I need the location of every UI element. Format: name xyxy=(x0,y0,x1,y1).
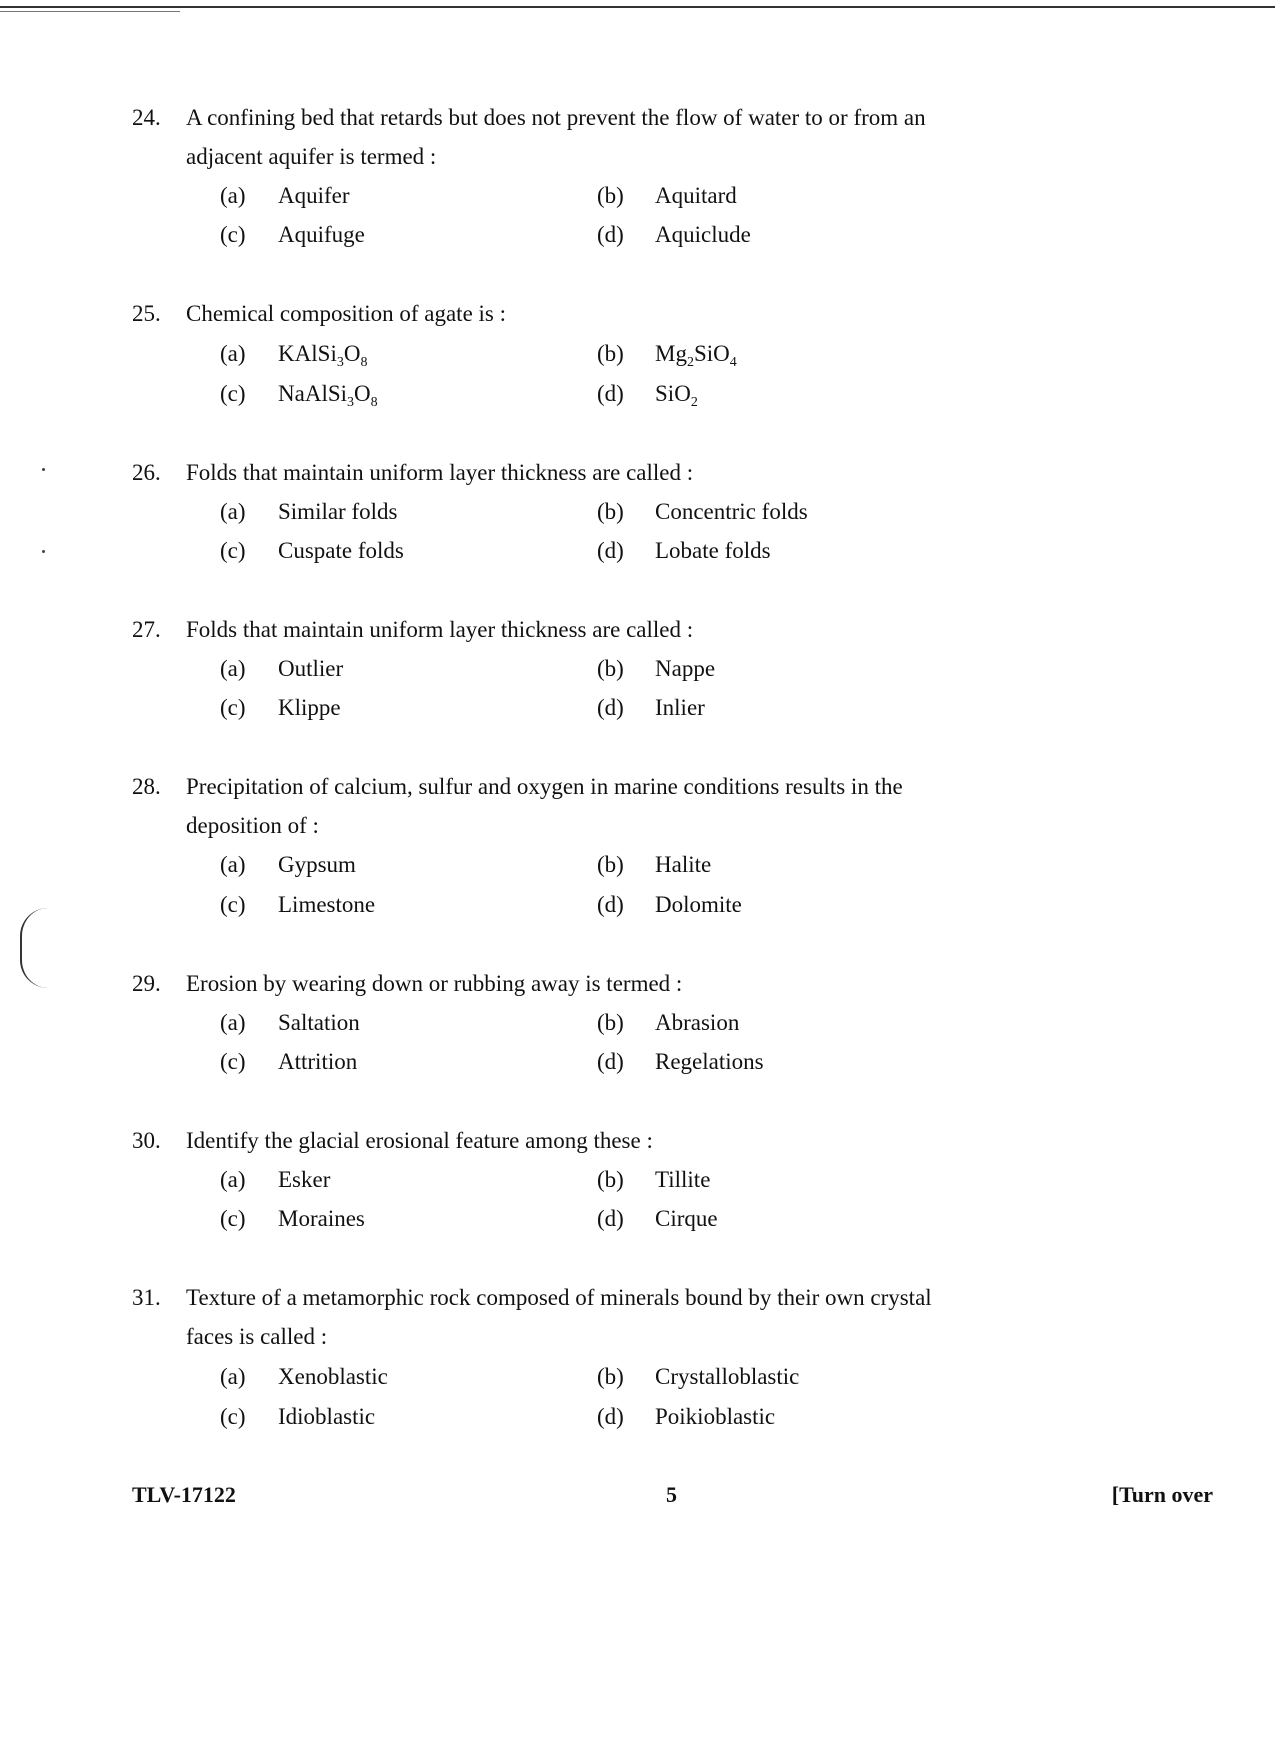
option-text: Aquifuge xyxy=(278,222,365,247)
option-text: $NaAlSi_3O_8$ xyxy=(278,381,378,410)
question-text: Texture of a metamorphic rock composed of minerals bound by their own crystal faces is called : xyxy=(186,1285,932,1349)
option-text: Cuspate folds xyxy=(278,538,404,563)
option-label: (c) xyxy=(220,1206,246,1231)
page-number: 5 xyxy=(666,1482,677,1507)
option-label: (b) xyxy=(597,1364,624,1389)
option-text: Attrition xyxy=(278,1049,358,1074)
margin-bracket-mark xyxy=(20,908,48,988)
option-text: Limestone xyxy=(278,892,376,917)
option-label: (d) xyxy=(597,1404,624,1429)
top-rule xyxy=(0,6,1275,8)
option-text: $Mg_2SiO_4$ xyxy=(655,341,737,370)
question-text: Folds that maintain uniform layer thickness are called : xyxy=(186,460,694,485)
margin-speck xyxy=(42,468,45,471)
option-text: Concentric folds xyxy=(655,499,808,524)
option-text: Aquitard xyxy=(655,183,737,208)
option-text: $KAlSi_3O_8$ xyxy=(278,341,368,370)
question-number: 26. xyxy=(132,460,161,485)
question-text: A confining bed that retards but does not prevent the flow of water to or from an adjacent aquifer is termed : xyxy=(186,105,926,169)
option-label: (c) xyxy=(220,381,246,406)
option-label: (a) xyxy=(220,1364,246,1389)
option-text: SiO$_2$ xyxy=(655,381,698,410)
option-label: (a) xyxy=(220,183,246,208)
option-label: (a) xyxy=(220,499,246,524)
option-text: Crystalloblastic xyxy=(655,1364,800,1389)
option-text: Xenoblastic xyxy=(278,1364,388,1389)
option-label: (d) xyxy=(597,892,624,917)
option-text: Aquifer xyxy=(278,183,350,208)
turn-over-label: [Turn over xyxy=(1111,1482,1213,1507)
question-number: 30. xyxy=(132,1128,161,1153)
option-label: (c) xyxy=(220,222,246,247)
option-label: (b) xyxy=(597,1167,624,1192)
question-number: 28. xyxy=(132,774,161,799)
option-label: (b) xyxy=(597,852,624,877)
option-text: Esker xyxy=(278,1167,331,1192)
question-number: 29. xyxy=(132,971,161,996)
option-label: (b) xyxy=(597,656,624,681)
margin-speck xyxy=(42,550,45,553)
option-label: (c) xyxy=(220,1049,246,1074)
option-label: (d) xyxy=(597,538,624,563)
option-text: Lobate folds xyxy=(655,538,771,563)
option-label: (d) xyxy=(597,1206,624,1231)
option-label: (d) xyxy=(597,1049,624,1074)
question-text: Identify the glacial erosional feature among these : xyxy=(186,1128,653,1153)
option-text: Klippe xyxy=(278,695,341,720)
option-text: Outlier xyxy=(278,656,344,681)
option-label: (a) xyxy=(220,1167,246,1192)
option-label: (c) xyxy=(220,695,246,720)
option-label: (d) xyxy=(597,381,624,406)
option-text: Halite xyxy=(655,852,712,877)
option-text: Regelations xyxy=(655,1049,764,1074)
question-text: Precipitation of calcium, sulfur and oxygen in marine conditions results in the deposition of : xyxy=(186,774,903,838)
question-text: Folds that maintain uniform layer thickness are called : xyxy=(186,617,694,642)
option-text: Similar folds xyxy=(278,499,398,524)
top-rule-thin xyxy=(0,11,180,12)
option-text: Poikioblastic xyxy=(655,1404,776,1429)
option-label: (d) xyxy=(597,695,624,720)
option-label: (a) xyxy=(220,656,246,681)
option-text: Abrasion xyxy=(655,1010,740,1035)
option-label: (b) xyxy=(597,499,624,524)
question-text: Erosion by wearing down or rubbing away is termed : xyxy=(186,971,683,996)
option-label: (d) xyxy=(597,222,624,247)
question-number: 27. xyxy=(132,617,161,642)
option-text: Cirque xyxy=(655,1206,718,1231)
option-text: Tillite xyxy=(655,1167,711,1192)
question-text: Chemical composition of agate is : xyxy=(186,301,507,326)
option-text: Saltation xyxy=(278,1010,360,1035)
question-number: 24. xyxy=(132,105,161,130)
option-text: Idioblastic xyxy=(278,1404,376,1429)
option-label: (a) xyxy=(220,341,246,366)
option-text: Moraines xyxy=(278,1206,365,1231)
option-label: (b) xyxy=(597,1010,624,1035)
option-label: (a) xyxy=(220,1010,246,1035)
option-label: (b) xyxy=(597,341,624,366)
option-text: Inlier xyxy=(655,695,705,720)
question-number: 25. xyxy=(132,301,161,326)
paper-code: TLV-17122 xyxy=(132,1482,236,1507)
option-label: (c) xyxy=(220,892,246,917)
option-text: Dolomite xyxy=(655,892,742,917)
option-label: (b) xyxy=(597,183,624,208)
option-text: Nappe xyxy=(655,656,716,681)
option-text: Gypsum xyxy=(278,852,356,877)
option-label: (c) xyxy=(220,1404,246,1429)
option-label: (a) xyxy=(220,852,246,877)
option-label: (c) xyxy=(220,538,246,563)
option-text: Aquiclude xyxy=(655,222,751,247)
question-number: 31. xyxy=(132,1285,161,1310)
